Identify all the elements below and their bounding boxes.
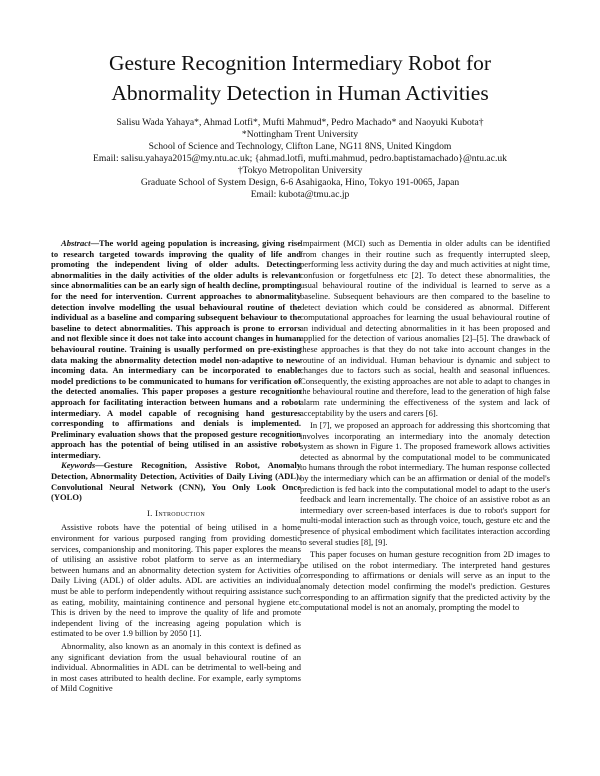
intro-paragraph-4: This paper focuses on human gesture recognition from 2D images to be utilised on the robot intermediary. The interpreted hand gestures corresponding to affirmations or denials will serve as an input to the anomaly detection model confirming the model's prediction. Gestures corresponding to an affirmation signify that the predicted activity by the computational model is not an anomaly, prompting the model to (300, 549, 550, 613)
left-column (51, 238, 301, 694)
intro-paragraph-1: Assistive robots have the potential of being utilised in a home environment for various purposed ranging from providing domestic services, companionship and monitoring. This paper explores the means of utilising an assistive robot platform to serve as an intermediary between humans and an abnormality detection system for Activities of Daily Living (ADL) of older adults. ADL are activities an individual must be able to perform independently without requiring assistance such as eating, mobility, maintaining continence and personal hygiene etc. This is driven by the need to improve the quality of life and promote independent living of the increasing ageing population which is estimated to be over 1.9 billion by 2050 [1]. (51, 522, 301, 639)
intro-paragraph-2: Abnormality, also known as an anomaly in this context is defined as any significant deviation from the usual behavioural routine of an individual. Abnormalities in ADL can be detrimental to well-being and in most cases attributed to health decline. For example, early symptoms of Mild Cognitive (51, 640, 301, 694)
affiliation-1-name: *Nottingham Trent University (241, 129, 359, 140)
intro-paragraph-3: In [7], we proposed an approach for addressing this shortcoming that involves incorporating an intermediary into the anomaly detection system as shown in Figure 1. The proposed framework allows activities detected as abnormal by the computational model to be communicated to humans through the robot intermediary. The human response collected by the intermediary which can be an affirmation or denial of the model's prediction is fed back into the computational model to adapt to the user's feedback and learn incrementally. The choice of an assistive robot as an intermediary over screen-based interfaces is due to robot's support for multi-modal interaction such as through voice, touch, gesture etc and the presence of physical embodiment which facilitates interaction according to several studies [8], [9]. (300, 420, 550, 547)
abstract-text: —The world ageing population is increasing, giving rise to research targeted towards improving the quality of life and promoting the independent living of older adults. Detecting abnormalities in the daily activities of the older adults is relevant since abnormalities can be an early sign of health decline, prompting for the need for intervention. Current approaches to abnormality detection involve modelling the usual behavioural routine of the individual as a baseline and comparing subsequent behaviour to the baseline to detect abnormalities. This approach is prone to errors and not flexible since it does not take into account changes in human behavioural routine. Training is usually performed on pre-existing data making the abnormality detection model non-adaptive to new incoming data. An intermediary can be incorporated to enable model predictions to be communicated to humans for verification of the detected anomalies. This paper proposes a gesture recognition approach for facilitating interaction between humans and a robot intermediary. A model capable of recognising hand gestures corresponding to affirmations and denials is implemented. Preliminary evaluation shows that the proposed gesture recognition approach has the potential of being utilised in an assistive robot intermediary. (51, 238, 301, 460)
intro-paragraph-2-continued: Impairment (MCI) such as Dementia in older adults can be identified from changes in their routine such as frequently interrupted sleep, performing less activity during the day and much activities at night time, confusion or forgetfulness etc [2]. To detect these abnormalities, the usual behavioural routine of the individual is learned to serve as a baseline. Subsequent behaviours are then compared to the baseline to detect deviation which could be considered as abnormal. Different computational approaches for learning the usual behavioural routine of an individual and detecting abnormalities in it has been proposed and applied for the detection of various anomalies [2]–[5]. The drawback of these approaches is that they do not take into account changes in the routine of an individual. Human behaviour is dynamic and subject to changes due to factors such as social, health and seasonal influences. Consequently, the existing approaches are not able to adapt to changes in the behavioural routine and therefore, lead to the generation of high false alarm rate undermining the effectiveness of the system and lack of acceptability by the users and carers [6]. (300, 238, 550, 418)
keywords (51, 460, 301, 502)
affiliation-1-department: School of Science and Technology, Clifton Lane, NG11 8NS, United Kingdom (148, 141, 452, 152)
affiliation-2-name: †Tokyo Metropolitan University (237, 165, 363, 176)
section-heading-introduction: I. Introduction (146, 507, 206, 518)
affiliation-2-email: Email: kubota@tmu.ac.jp (250, 189, 350, 200)
keywords-label: Keywords (61, 460, 96, 471)
affiliation-2-department: Graduate School of System Design, 6-6 Asahigaoka, Hino, Tokyo 191-0065, Japan (140, 177, 460, 188)
paper-title (40, 48, 560, 108)
abstract-label: Abstract (61, 238, 91, 248)
title-line-2: Abnormality Detection in Human Activities (111, 81, 489, 105)
right-column (300, 238, 550, 613)
title-line-1: Gesture Recognition Intermediary Robot for (108, 51, 492, 75)
author-block (40, 117, 560, 201)
affiliation-1-email: Email: salisu.yahaya2015@my.ntu.ac.uk; {ahmad.lotfi, mufti.mahmud, pedro.baptistamachado}@ntu.ac.uk (93, 153, 507, 164)
abstract (51, 238, 301, 460)
keywords-text: —Gesture Recognition, Assistive Robot, Anomaly Detection, Abnormality Detection, Activities of Daily Living (ADL), Convolutional Neural Network (CNN), You Only Look Once (YOLO) (51, 460, 301, 503)
author-list: Salisu Wada Yahaya*, Ahmad Lotfi*, Mufti Mahmud*, Pedro Machado* and Naoyuki Kubota† (116, 117, 484, 128)
